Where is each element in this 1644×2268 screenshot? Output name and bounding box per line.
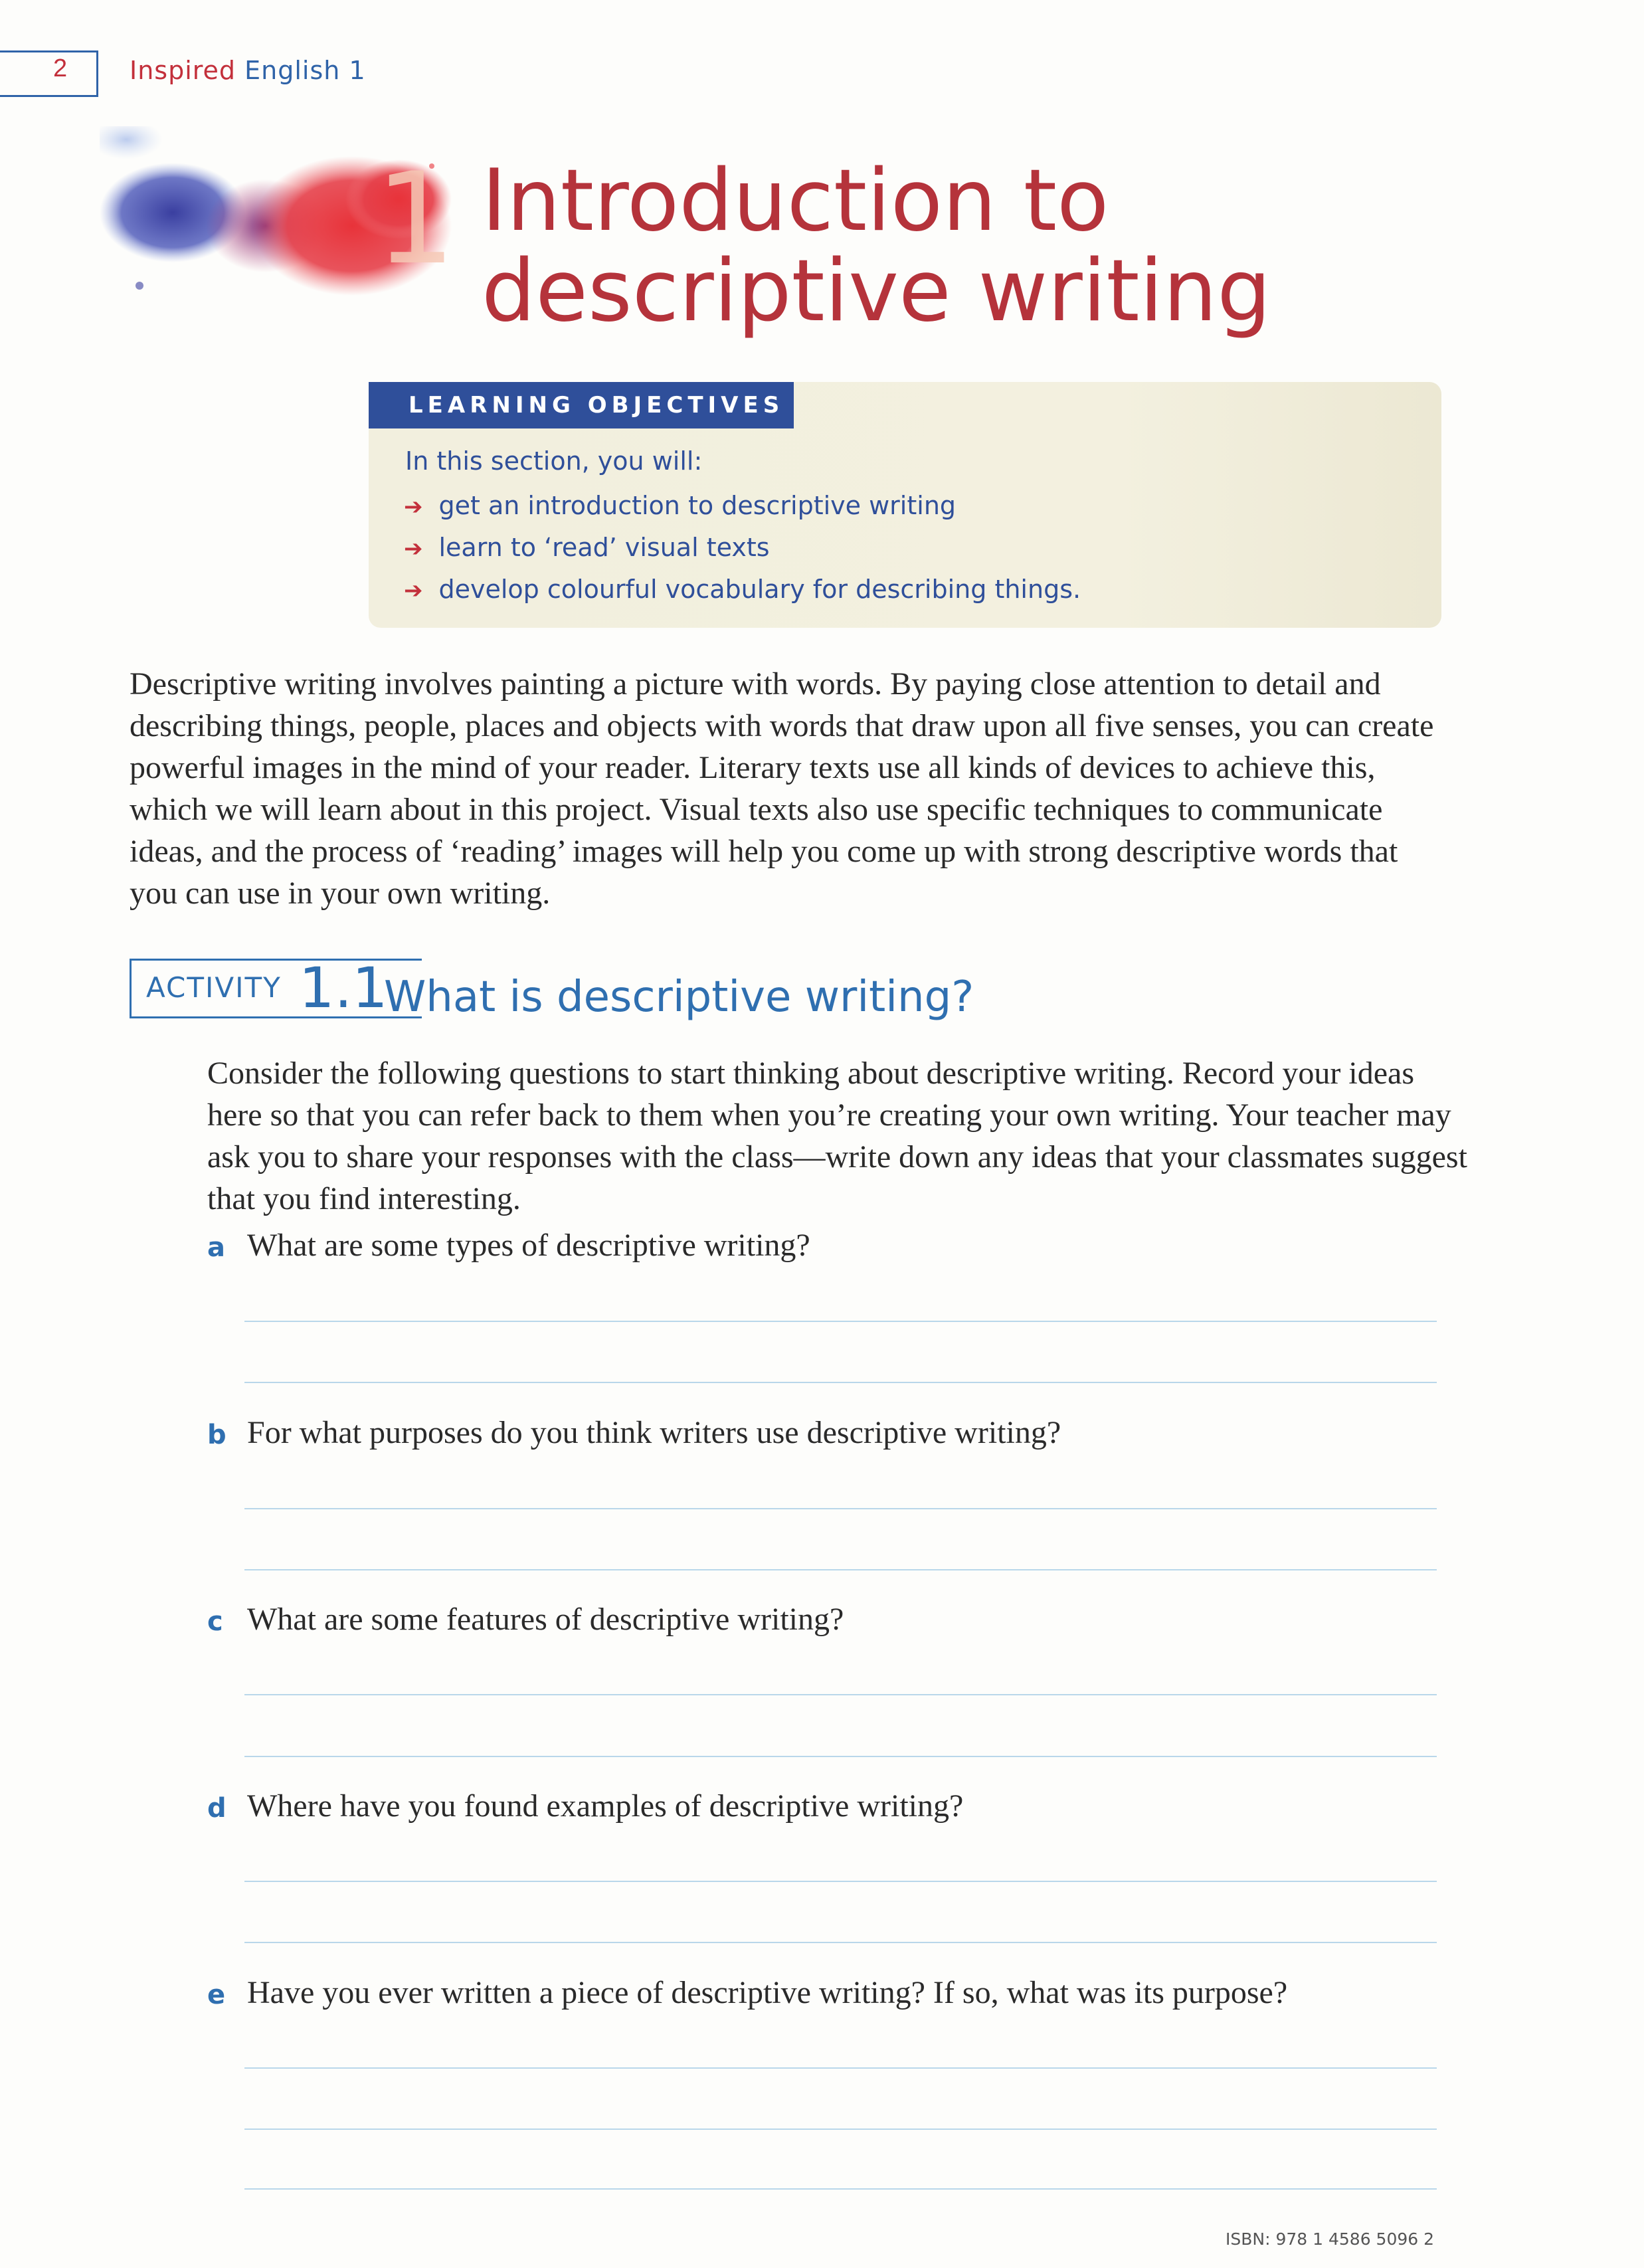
question-text: What are some features of descriptive writing?: [247, 1602, 844, 1637]
page-number: 2: [53, 54, 68, 82]
isbn: ISBN: 978 1 4586 5096 2: [1226, 2229, 1435, 2249]
learning-objective-item: ➔ learn to ‘read’ visual texts: [404, 533, 770, 562]
intro-paragraph: Descriptive writing involves painting a picture with words. By paying close attention to detail and describing things, people, places and objects with words that draw upon all five senses, you can create powerful images in the mind of your reader. Literary texts use all kinds of devices to achieve this, which we will learn about in this project. Visual texts also use specific techniques to communicate ideas, and the process of ‘reading’ images will help you come up with strong descriptive words that you can use in your own writing.: [130, 666, 1434, 911]
question-letter: e: [207, 1980, 226, 2010]
answer-line[interactable]: [244, 2128, 1437, 2130]
question-letter: a: [207, 1232, 225, 1263]
answer-line[interactable]: [244, 2188, 1437, 2190]
running-head-part2: English 1: [244, 56, 366, 85]
answer-line[interactable]: [244, 1942, 1437, 1943]
activity-number: 1.1: [299, 955, 388, 1020]
question-text: For what purposes do you think writers use descriptive writing?: [247, 1415, 1061, 1450]
answer-line[interactable]: [244, 1881, 1437, 1882]
answer-line[interactable]: [244, 1508, 1437, 1509]
chapter-title-line1: Introduction to: [482, 151, 1109, 250]
question-letter: c: [207, 1606, 223, 1637]
arrow-icon: ➔: [404, 494, 423, 520]
watercolour-splash-graphic: [100, 126, 485, 326]
arrow-icon: ➔: [404, 577, 423, 604]
learning-objectives-intro: In this section, you will:: [405, 446, 703, 476]
learning-objectives-list: [404, 485, 1081, 611]
learning-objective-item: ➔ get an introduction to descriptive writing: [404, 491, 957, 520]
question-text: Where have you found examples of descriptive writing?: [247, 1788, 964, 1824]
learning-objective-item: ➔ develop colourful vocabulary for describing things.: [404, 575, 1081, 604]
activity-title: What is descriptive writing?: [384, 973, 974, 1022]
learning-objectives-heading: LEARNING OBJECTIVES: [369, 382, 794, 428]
answer-line[interactable]: [244, 1756, 1437, 1757]
question-letter: d: [207, 1793, 227, 1824]
question-text: What are some types of descriptive writing?: [247, 1228, 810, 1263]
running-head: [130, 56, 366, 85]
page-number-box: [0, 50, 98, 97]
arrow-icon: ➔: [404, 535, 423, 562]
answer-line[interactable]: [244, 2067, 1437, 2069]
chapter-title-line2: descriptive writing: [482, 242, 1271, 341]
answer-line[interactable]: [244, 1321, 1437, 1322]
chapter-number: 1: [375, 145, 456, 292]
running-head-part1: Inspired: [130, 56, 236, 85]
answer-line[interactable]: [244, 1694, 1437, 1695]
question-letter: b: [207, 1420, 227, 1450]
chapter-title: [482, 151, 1544, 341]
answer-line[interactable]: [244, 1382, 1437, 1383]
activity-label: ACTIVITY: [146, 971, 282, 1004]
answer-line[interactable]: [244, 1569, 1437, 1570]
question-text: Have you ever written a piece of descriptive writing? If so, what was its purpose?: [247, 1975, 1288, 2010]
activity-instructions: Consider the following questions to start thinking about descriptive writing. Record your ideas here so that you can refer back to them when you’re creating your own writing. Your teacher may ask you to share your responses with the class—write down any ideas that your classmates suggest that you find interesting.: [207, 1056, 1467, 1216]
